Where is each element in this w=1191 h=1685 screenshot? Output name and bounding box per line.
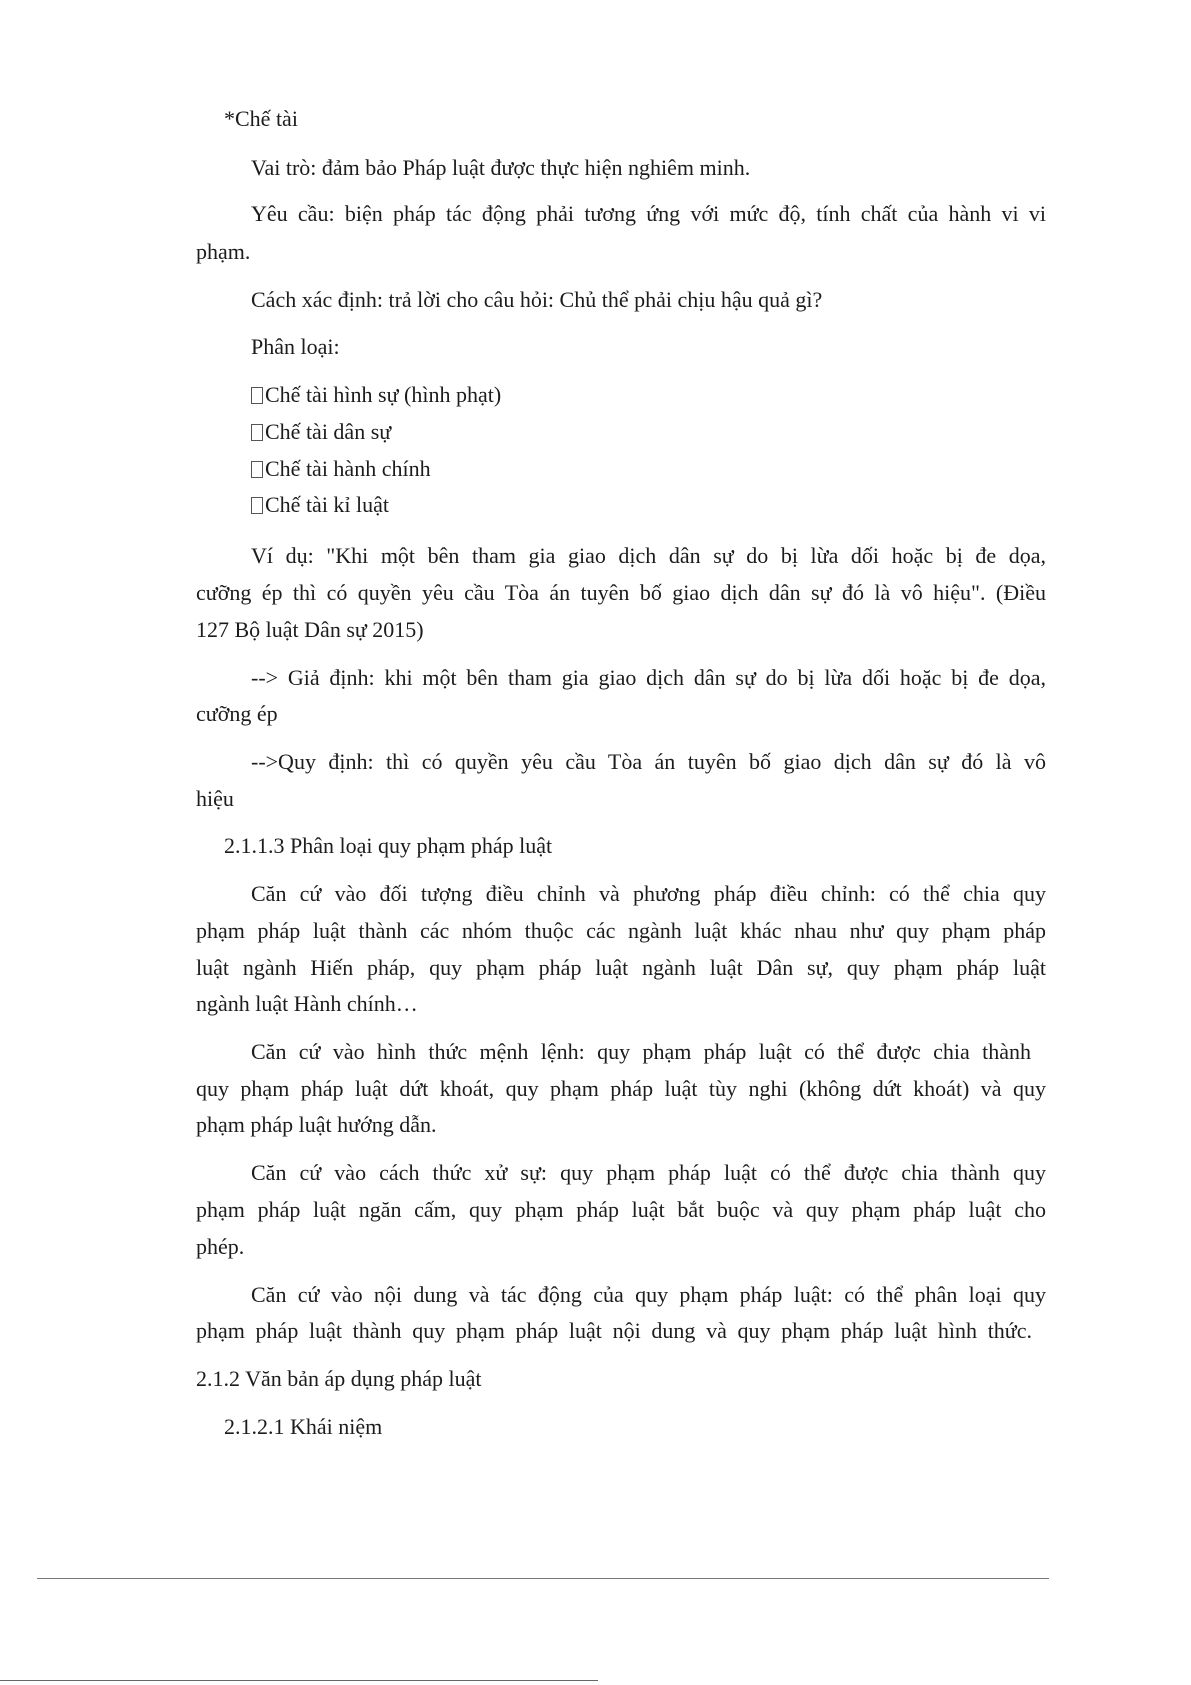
paragraph-xu-su-line-2: phạm pháp luật ngăn cấm, quy phạm pháp luật bắt buộc và quy phạm pháp luật cho bbox=[196, 1197, 1046, 1222]
paragraph-noi-dung-line-1: Căn cứ vào nội dung và tác động của quy phạm pháp luật: có thể phân loại quy bbox=[251, 1282, 1046, 1307]
paragraph-yeu-cau-line-2: phạm. bbox=[196, 239, 251, 264]
list-item bbox=[251, 494, 389, 516]
list-item-label: Chế tài kỉ luật bbox=[265, 492, 390, 517]
list-item-label: Chế tài hành chính bbox=[265, 456, 431, 481]
paragraph-hinh-thuc-line-1: Căn cứ vào hình thức mệnh lệnh: quy phạm pháp luật có thể được chia thành bbox=[251, 1039, 1031, 1064]
list-item-label: Chế tài hình sự (hình phạt) bbox=[265, 382, 502, 407]
paragraph-doi-tuong-line-2: phạm pháp luật thành các nhóm thuộc các ngành luật khác nhau như quy phạm pháp bbox=[196, 918, 1046, 943]
paragraph-gia-dinh-line-2: cưỡng ép bbox=[196, 701, 278, 726]
list-item-label: Chế tài dân sự bbox=[265, 419, 392, 444]
paragraph-doi-tuong-line-4: ngành luật Hành chính… bbox=[196, 991, 418, 1016]
paragraph-hinh-thuc-line-3: phạm pháp luật hướng dẫn. bbox=[196, 1112, 437, 1137]
paragraph-cach-xac-dinh: Cách xác định: trả lời cho câu hỏi: Chủ thể phải chịu hậu quả gì? bbox=[251, 287, 823, 312]
paragraph-vi-du-line-2: cưỡng ép thì có quyền yêu cầu Tòa án tuyên bố giao dịch dân sự đó là vô hiệu". (Điều bbox=[196, 580, 1046, 605]
checkbox-bullet-icon bbox=[251, 497, 263, 514]
paragraph-quy-dinh-line-1: -->Quy định: thì có quyền yêu cầu Tòa án tuyên bố giao dịch dân sự đó là vô bbox=[251, 749, 1046, 774]
paragraph-xu-su-line-1: Căn cứ vào cách thức xử sự: quy phạm pháp luật có thể được chia thành quy bbox=[251, 1160, 1046, 1185]
section-heading-2-1-1-3: 2.1.1.3 Phân loại quy phạm pháp luật bbox=[224, 833, 553, 858]
paragraph-doi-tuong-line-1: Căn cứ vào đối tượng điều chỉnh và phương pháp điều chỉnh: có thể chia quy bbox=[251, 881, 1046, 906]
paragraph-yeu-cau-line-1: Yêu cầu: biện pháp tác động phải tương ứng với mức độ, tính chất của hành vi vi bbox=[251, 201, 1046, 226]
heading-che-tai: *Chế tài bbox=[224, 106, 298, 131]
section-heading-2-1-2: 2.1.2 Văn bản áp dụng pháp luật bbox=[196, 1366, 482, 1391]
paragraph-doi-tuong-line-3: luật ngành Hiến pháp, quy phạm pháp luật ngành luật Dân sự, quy phạm pháp luật bbox=[196, 955, 1046, 980]
list-item bbox=[251, 421, 391, 443]
paragraph-vai-tro: Vai trò: đảm bảo Pháp luật được thực hiện nghiêm minh. bbox=[251, 155, 751, 180]
checkbox-bullet-icon bbox=[251, 387, 263, 404]
paragraph-noi-dung-line-2: phạm pháp luật thành quy phạm pháp luật nội dung và quy phạm pháp luật hình thức. bbox=[196, 1318, 1032, 1343]
footer-divider bbox=[37, 1578, 1049, 1579]
paragraph-vi-du-line-1: Ví dụ: "Khi một bên tham gia giao dịch dân sự do bị lừa dối hoặc bị đe dọa, bbox=[251, 543, 1046, 568]
paragraph-quy-dinh-line-2: hiệu bbox=[196, 786, 234, 811]
checkbox-bullet-icon bbox=[251, 461, 263, 478]
checkbox-bullet-icon bbox=[251, 424, 263, 441]
paragraph-xu-su-line-3: phép. bbox=[196, 1234, 245, 1259]
list-item bbox=[251, 458, 431, 480]
page-bottom-edge bbox=[0, 1680, 598, 1681]
section-heading-2-1-2-1: 2.1.2.1 Khái niệm bbox=[224, 1414, 383, 1439]
label-phan-loai: Phân loại: bbox=[251, 334, 340, 359]
paragraph-gia-dinh-line-1: --> Giả định: khi một bên tham gia giao dịch dân sự do bị lừa dối hoặc bị đe dọa, bbox=[251, 665, 1046, 690]
paragraph-vi-du-line-3: 127 Bộ luật Dân sự 2015) bbox=[196, 617, 424, 642]
list-item bbox=[251, 384, 501, 406]
paragraph-hinh-thuc-line-2: quy phạm pháp luật dứt khoát, quy phạm pháp luật tùy nghi (không dứt khoát) và quy bbox=[196, 1076, 1046, 1101]
